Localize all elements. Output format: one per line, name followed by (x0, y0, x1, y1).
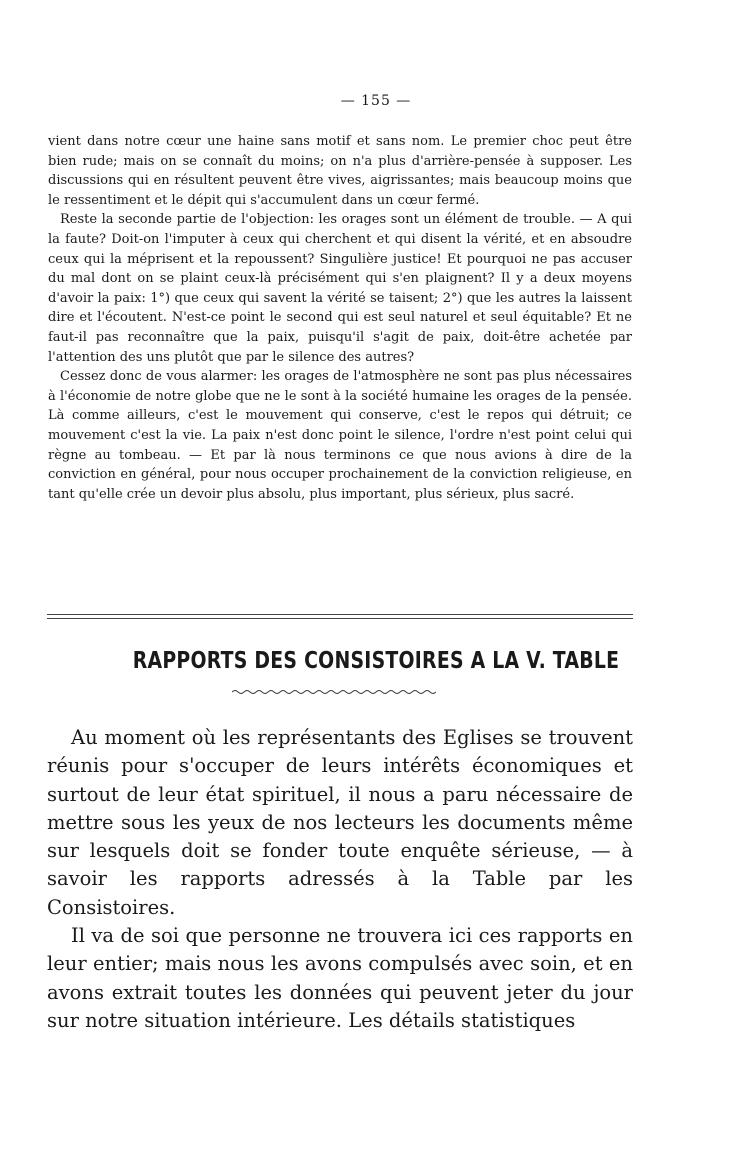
section-divider (47, 614, 633, 619)
page-number: — 155 — (340, 93, 412, 109)
ornamental-wavy-rule (232, 688, 436, 696)
article-heading: RAPPORTS DES CONSISTOIRES A LA V. TABLE (132, 648, 620, 674)
paragraph: Cessez donc de vous alarmer: les orages de l'atmosphère ne sont pas plus nécessaires à l'économie de notre globe que ne le sont à la société humaine les orages de la pensée. Là comme ailleurs, c'est le mouvement qui conserve, c'est le repos qui détruit; ce mouvement c'est la vie. La paix n'est donc point le silence, l'ordre n'est point celui qui règne au tombeau. — Et par là nous terminons ce que nous avions à dire de la conviction en général, pour nous occuper prochainement de la conviction religieuse, en tant qu'elle crée un devoir plus absolu, plus important, plus sérieux, plus sacré. (48, 369, 632, 502)
paragraph: Au moment où les représentants des Eglises se trouvent réunis pour s'occuper de leurs intérêts économiques et surtout de leur état spirituel, il nous a paru nécessaire de mettre sous les yeux de nos lecteurs les documents même sur lesquels doit se fonder toute enquête sérieuse, — à savoir les rapports adressés à la Table par les Consistoires. (47, 726, 633, 919)
paragraph: vient dans notre cœur une haine sans motif et sans nom. Le premier choc peut être bien rude; mais on se connaît du moins; on n'a plus d'arrière-pensée à supposer. Les discussions qui en résultent peuvent être vives, aigrissantes; mais beaucoup moins que le ressentiment et le dépit qui s'accumulent dans un cœur fermé. (48, 134, 632, 208)
paragraph: Reste la seconde partie de l'objection: les orages sont un élément de trouble. — A qui la faute? Doit-on l'imputer à ceux qui cherchent et qui disent la vérité, et en absoudre ceux qui la méprisent et la repoussent? Singulière justice! Et pourquoi ne pas accuser du mal dont on se plaint ceux-là précisément qui s'en plaignent? Il y a deux moyens d'avoir la paix: 1°) que ceux qui savent la vérité se taisent; 2°) que les autres la laissent dire et l'écoutent. N'est-ce point le second qui est seul naturel et seul équitable? Et ne faut-il pas reconnaître que la paix, puisqu'il s'agit de paix, doit-être achetée par l'attention des uns plutôt que par le silence des autres? (48, 212, 632, 365)
paragraph: Il va de soi que personne ne trouvera ici ces rapports en leur entier; mais nous les avons compulsés avec soin, et en avons extrait toutes les données qui peuvent jeter du jour sur notre situation intérieure. Les détails statistiques (47, 924, 633, 1032)
previous-article-text (48, 132, 632, 504)
article-body (47, 724, 633, 1035)
